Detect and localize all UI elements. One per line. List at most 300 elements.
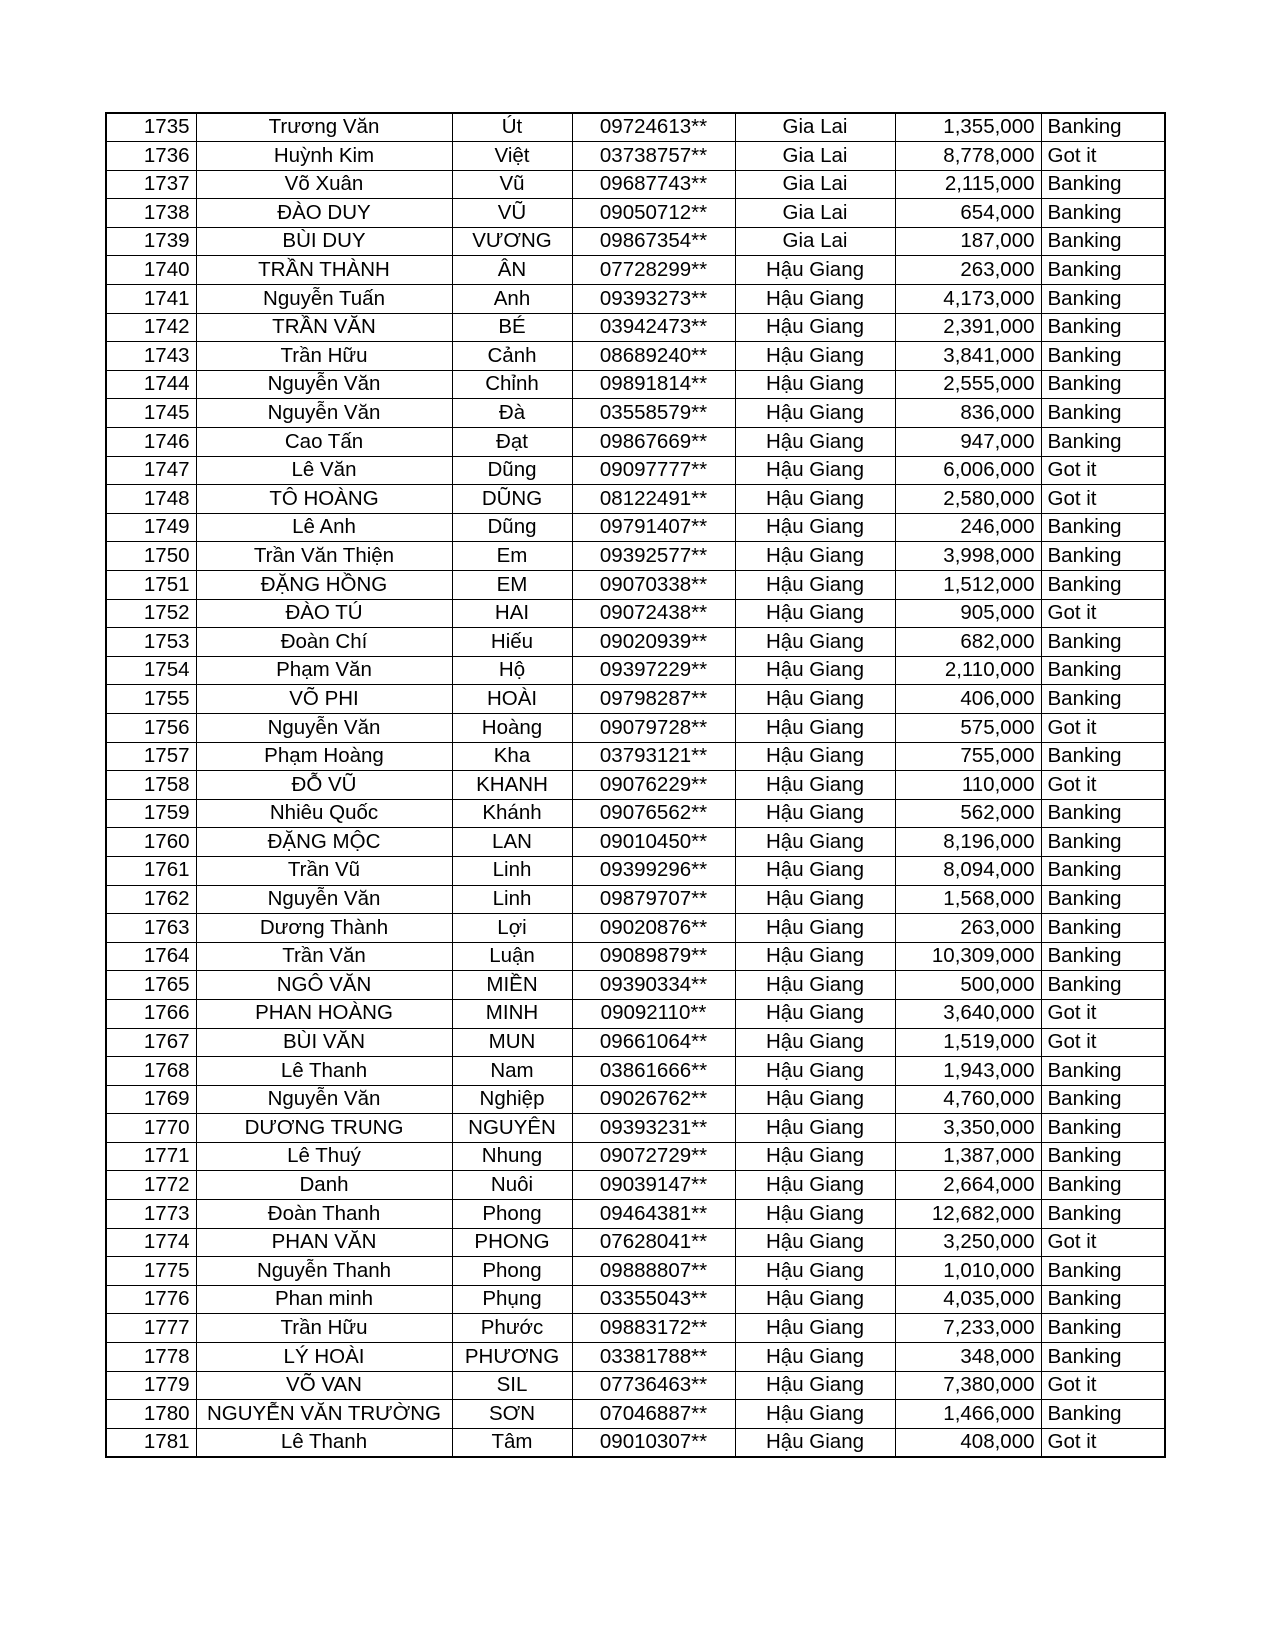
row-number-cell: 1771 (106, 1142, 196, 1171)
phone-number-cell: 09392577** (572, 542, 735, 571)
payment-method-cell: Banking (1041, 399, 1165, 428)
table-row (106, 799, 1165, 828)
last-middle-name-cell: TRẦN VĂN (196, 313, 452, 342)
amount-cell: 4,173,000 (895, 285, 1041, 314)
province-cell: Hậu Giang (735, 1343, 895, 1372)
payment-method-cell: Banking (1041, 542, 1165, 571)
phone-number-cell: 03793121** (572, 742, 735, 771)
table-row (106, 1400, 1165, 1429)
province-cell: Hậu Giang (735, 771, 895, 800)
amount-cell: 1,387,000 (895, 1142, 1041, 1171)
phone-number-cell: 09076562** (572, 799, 735, 828)
phone-number-cell: 09399296** (572, 856, 735, 885)
last-middle-name-cell: BÙI VĂN (196, 1028, 452, 1057)
amount-cell: 3,250,000 (895, 1228, 1041, 1257)
row-number-cell: 1762 (106, 885, 196, 914)
row-number-cell: 1777 (106, 1314, 196, 1343)
first-name-cell: Nghiệp (452, 1085, 572, 1114)
amount-cell: 6,006,000 (895, 456, 1041, 485)
amount-cell: 575,000 (895, 713, 1041, 742)
table-row (106, 1057, 1165, 1086)
first-name-cell: Dũng (452, 456, 572, 485)
payment-method-cell: Banking (1041, 1314, 1165, 1343)
amount-cell: 947,000 (895, 428, 1041, 457)
last-middle-name-cell: Trần Hữu (196, 1314, 452, 1343)
payment-method-cell: Banking (1041, 1085, 1165, 1114)
table-row (106, 113, 1165, 142)
row-number-cell: 1752 (106, 599, 196, 628)
row-number-cell: 1774 (106, 1228, 196, 1257)
row-number-cell: 1741 (106, 285, 196, 314)
first-name-cell: Nam (452, 1057, 572, 1086)
province-cell: Hậu Giang (735, 914, 895, 943)
first-name-cell: Phụng (452, 1285, 572, 1314)
table-row (106, 571, 1165, 600)
row-number-cell: 1757 (106, 742, 196, 771)
row-number-cell: 1756 (106, 713, 196, 742)
phone-number-cell: 08122491** (572, 485, 735, 514)
phone-number-cell: 09798287** (572, 685, 735, 714)
phone-number-cell: 09883172** (572, 1314, 735, 1343)
last-middle-name-cell: LÝ HOÀI (196, 1343, 452, 1372)
first-name-cell: NGUYÊN (452, 1114, 572, 1143)
province-cell: Gia Lai (735, 142, 895, 171)
table-row (106, 713, 1165, 742)
amount-cell: 1,010,000 (895, 1257, 1041, 1286)
row-number-cell: 1760 (106, 828, 196, 857)
amount-cell: 263,000 (895, 256, 1041, 285)
last-middle-name-cell: DƯƠNG TRUNG (196, 1114, 452, 1143)
amount-cell: 755,000 (895, 742, 1041, 771)
payment-method-cell: Banking (1041, 256, 1165, 285)
row-number-cell: 1740 (106, 256, 196, 285)
payment-method-cell: Banking (1041, 828, 1165, 857)
table-row (106, 685, 1165, 714)
payment-method-cell: Banking (1041, 685, 1165, 714)
phone-number-cell: 09050712** (572, 199, 735, 228)
first-name-cell: LAN (452, 828, 572, 857)
phone-number-cell: 09039147** (572, 1171, 735, 1200)
row-number-cell: 1775 (106, 1257, 196, 1286)
payment-method-cell: Got it (1041, 713, 1165, 742)
phone-number-cell: 09097777** (572, 456, 735, 485)
amount-cell: 7,380,000 (895, 1371, 1041, 1400)
payment-method-cell: Banking (1041, 370, 1165, 399)
first-name-cell: Hiếu (452, 628, 572, 657)
payment-method-cell: Banking (1041, 799, 1165, 828)
payment-method-cell: Banking (1041, 971, 1165, 1000)
row-number-cell: 1770 (106, 1114, 196, 1143)
amount-cell: 3,350,000 (895, 1114, 1041, 1143)
row-number-cell: 1763 (106, 914, 196, 943)
row-number-cell: 1746 (106, 428, 196, 457)
phone-number-cell: 07728299** (572, 256, 735, 285)
province-cell: Hậu Giang (735, 313, 895, 342)
last-middle-name-cell: ĐÀO TÚ (196, 599, 452, 628)
last-middle-name-cell: NGUYỄN VĂN TRƯỜNG (196, 1400, 452, 1429)
amount-cell: 836,000 (895, 399, 1041, 428)
amount-cell: 654,000 (895, 199, 1041, 228)
first-name-cell: Cảnh (452, 342, 572, 371)
first-name-cell: Dũng (452, 513, 572, 542)
first-name-cell: SƠN (452, 1400, 572, 1429)
amount-cell: 10,309,000 (895, 942, 1041, 971)
first-name-cell: Nhung (452, 1142, 572, 1171)
first-name-cell: Kha (452, 742, 572, 771)
row-number-cell: 1767 (106, 1028, 196, 1057)
amount-cell: 406,000 (895, 685, 1041, 714)
row-number-cell: 1764 (106, 942, 196, 971)
first-name-cell: Đà (452, 399, 572, 428)
last-middle-name-cell: ĐẶNG HỒNG (196, 571, 452, 600)
amount-cell: 2,664,000 (895, 1171, 1041, 1200)
table-row (106, 227, 1165, 256)
phone-number-cell: 09076229** (572, 771, 735, 800)
table-row (106, 656, 1165, 685)
last-middle-name-cell: Nguyễn Thanh (196, 1257, 452, 1286)
table-row (106, 428, 1165, 457)
last-middle-name-cell: Đoàn Thanh (196, 1200, 452, 1229)
phone-number-cell: 09891814** (572, 370, 735, 399)
table-row (106, 1200, 1165, 1229)
province-cell: Hậu Giang (735, 485, 895, 514)
first-name-cell: Đạt (452, 428, 572, 457)
last-middle-name-cell: Lê Thanh (196, 1057, 452, 1086)
last-middle-name-cell: ĐÀO DUY (196, 199, 452, 228)
last-middle-name-cell: Nhiêu Quốc (196, 799, 452, 828)
last-middle-name-cell: Cao Tấn (196, 428, 452, 457)
payment-method-cell: Banking (1041, 1285, 1165, 1314)
province-cell: Hậu Giang (735, 999, 895, 1028)
payment-method-cell: Banking (1041, 199, 1165, 228)
province-cell: Hậu Giang (735, 1114, 895, 1143)
first-name-cell: Khánh (452, 799, 572, 828)
table-row (106, 999, 1165, 1028)
phone-number-cell: 09397229** (572, 656, 735, 685)
province-cell: Hậu Giang (735, 399, 895, 428)
amount-cell: 3,841,000 (895, 342, 1041, 371)
table-row (106, 885, 1165, 914)
phone-number-cell: 03355043** (572, 1285, 735, 1314)
phone-number-cell: 09464381** (572, 1200, 735, 1229)
payment-method-cell: Banking (1041, 856, 1165, 885)
table-row (106, 370, 1165, 399)
phone-number-cell: 03381788** (572, 1343, 735, 1372)
amount-cell: 12,682,000 (895, 1200, 1041, 1229)
table-row (106, 1257, 1165, 1286)
amount-cell: 110,000 (895, 771, 1041, 800)
payment-method-cell: Banking (1041, 170, 1165, 199)
table-row (106, 1314, 1165, 1343)
row-number-cell: 1768 (106, 1057, 196, 1086)
last-middle-name-cell: VÕ PHI (196, 685, 452, 714)
last-middle-name-cell: Dương Thành (196, 914, 452, 943)
first-name-cell: Em (452, 542, 572, 571)
row-number-cell: 1745 (106, 399, 196, 428)
amount-cell: 408,000 (895, 1428, 1041, 1457)
first-name-cell: Hộ (452, 656, 572, 685)
amount-cell: 246,000 (895, 513, 1041, 542)
amount-cell: 1,512,000 (895, 571, 1041, 600)
first-name-cell: MUN (452, 1028, 572, 1057)
row-number-cell: 1737 (106, 170, 196, 199)
amount-cell: 8,196,000 (895, 828, 1041, 857)
amount-cell: 3,998,000 (895, 542, 1041, 571)
province-cell: Hậu Giang (735, 1257, 895, 1286)
first-name-cell: VŨ (452, 199, 572, 228)
payment-method-cell: Banking (1041, 342, 1165, 371)
phone-number-cell: 09010450** (572, 828, 735, 857)
first-name-cell: Việt (452, 142, 572, 171)
first-name-cell: BÉ (452, 313, 572, 342)
province-cell: Hậu Giang (735, 513, 895, 542)
row-number-cell: 1738 (106, 199, 196, 228)
phone-number-cell: 09724613** (572, 113, 735, 142)
amount-cell: 2,110,000 (895, 656, 1041, 685)
payment-method-cell: Banking (1041, 656, 1165, 685)
first-name-cell: Nuôi (452, 1171, 572, 1200)
row-number-cell: 1742 (106, 313, 196, 342)
row-number-cell: 1761 (106, 856, 196, 885)
table-row (106, 742, 1165, 771)
row-number-cell: 1773 (106, 1200, 196, 1229)
province-cell: Hậu Giang (735, 342, 895, 371)
phone-number-cell: 09089879** (572, 942, 735, 971)
row-number-cell: 1735 (106, 113, 196, 142)
row-number-cell: 1780 (106, 1400, 196, 1429)
first-name-cell: Lợi (452, 914, 572, 943)
row-number-cell: 1750 (106, 542, 196, 571)
row-number-cell: 1744 (106, 370, 196, 399)
row-number-cell: 1765 (106, 971, 196, 1000)
province-cell: Hậu Giang (735, 1285, 895, 1314)
phone-number-cell: 09070338** (572, 571, 735, 600)
payment-method-cell: Banking (1041, 113, 1165, 142)
payment-method-cell: Banking (1041, 942, 1165, 971)
first-name-cell: HAI (452, 599, 572, 628)
payment-method-cell: Got it (1041, 1028, 1165, 1057)
table-row (106, 628, 1165, 657)
province-cell: Hậu Giang (735, 656, 895, 685)
phone-number-cell: 09026762** (572, 1085, 735, 1114)
first-name-cell: Linh (452, 885, 572, 914)
payment-method-cell: Banking (1041, 1200, 1165, 1229)
amount-cell: 500,000 (895, 971, 1041, 1000)
amount-cell: 3,640,000 (895, 999, 1041, 1028)
payment-method-cell: Banking (1041, 1257, 1165, 1286)
first-name-cell: PHONG (452, 1228, 572, 1257)
row-number-cell: 1753 (106, 628, 196, 657)
amount-cell: 263,000 (895, 914, 1041, 943)
row-number-cell: 1754 (106, 656, 196, 685)
last-middle-name-cell: Trương Văn (196, 113, 452, 142)
last-middle-name-cell: ĐỖ VŨ (196, 771, 452, 800)
last-middle-name-cell: Phan minh (196, 1285, 452, 1314)
payment-method-cell: Got it (1041, 1371, 1165, 1400)
first-name-cell: Phong (452, 1257, 572, 1286)
table-row (106, 542, 1165, 571)
phone-number-cell: 09020876** (572, 914, 735, 943)
table-row (106, 142, 1165, 171)
first-name-cell: Linh (452, 856, 572, 885)
province-cell: Hậu Giang (735, 370, 895, 399)
province-cell: Hậu Giang (735, 599, 895, 628)
phone-number-cell: 09072438** (572, 599, 735, 628)
phone-number-cell: 09020939** (572, 628, 735, 657)
phone-number-cell: 09072729** (572, 1142, 735, 1171)
province-cell: Hậu Giang (735, 1228, 895, 1257)
province-cell: Hậu Giang (735, 1200, 895, 1229)
row-number-cell: 1751 (106, 571, 196, 600)
table-row (106, 828, 1165, 857)
payment-method-cell: Got it (1041, 599, 1165, 628)
province-cell: Hậu Giang (735, 856, 895, 885)
phone-number-cell: 09010307** (572, 1428, 735, 1457)
first-name-cell: Vũ (452, 170, 572, 199)
table-row (106, 1142, 1165, 1171)
amount-cell: 8,778,000 (895, 142, 1041, 171)
province-cell: Hậu Giang (735, 942, 895, 971)
first-name-cell: HOÀI (452, 685, 572, 714)
first-name-cell: VƯƠNG (452, 227, 572, 256)
payment-method-cell: Banking (1041, 571, 1165, 600)
payment-method-cell: Banking (1041, 1142, 1165, 1171)
row-number-cell: 1759 (106, 799, 196, 828)
payment-method-cell: Banking (1041, 742, 1165, 771)
last-middle-name-cell: Lê Văn (196, 456, 452, 485)
last-middle-name-cell: Danh (196, 1171, 452, 1200)
payment-method-cell: Banking (1041, 1400, 1165, 1429)
amount-cell: 348,000 (895, 1343, 1041, 1372)
payment-method-cell: Banking (1041, 1057, 1165, 1086)
phone-number-cell: 09393273** (572, 285, 735, 314)
province-cell: Hậu Giang (735, 1314, 895, 1343)
province-cell: Hậu Giang (735, 885, 895, 914)
last-middle-name-cell: TRẦN THÀNH (196, 256, 452, 285)
payment-method-cell: Banking (1041, 513, 1165, 542)
table-row (106, 285, 1165, 314)
phone-number-cell: 09879707** (572, 885, 735, 914)
table-row (106, 399, 1165, 428)
amount-cell: 2,115,000 (895, 170, 1041, 199)
first-name-cell: Phong (452, 1200, 572, 1229)
phone-number-cell: 09867354** (572, 227, 735, 256)
last-middle-name-cell: Huỳnh Kim (196, 142, 452, 171)
last-middle-name-cell: Trần Hữu (196, 342, 452, 371)
first-name-cell: PHƯƠNG (452, 1343, 572, 1372)
row-number-cell: 1769 (106, 1085, 196, 1114)
row-number-cell: 1755 (106, 685, 196, 714)
province-cell: Hậu Giang (735, 828, 895, 857)
first-name-cell: Tâm (452, 1428, 572, 1457)
table-row (106, 342, 1165, 371)
phone-number-cell: 09791407** (572, 513, 735, 542)
table-row (106, 1228, 1165, 1257)
phone-number-cell: 03942473** (572, 313, 735, 342)
table-row (106, 1285, 1165, 1314)
province-cell: Hậu Giang (735, 1400, 895, 1429)
last-middle-name-cell: PHAN VĂN (196, 1228, 452, 1257)
amount-cell: 187,000 (895, 227, 1041, 256)
province-cell: Hậu Giang (735, 1028, 895, 1057)
table-row (106, 170, 1165, 199)
payment-method-cell: Got it (1041, 1228, 1165, 1257)
row-number-cell: 1772 (106, 1171, 196, 1200)
payment-method-cell: Got it (1041, 1428, 1165, 1457)
amount-cell: 1,355,000 (895, 113, 1041, 142)
first-name-cell: Anh (452, 285, 572, 314)
first-name-cell: Út (452, 113, 572, 142)
province-cell: Hậu Giang (735, 256, 895, 285)
amount-cell: 2,580,000 (895, 485, 1041, 514)
phone-number-cell: 09687743** (572, 170, 735, 199)
last-middle-name-cell: Nguyễn Văn (196, 1085, 452, 1114)
table-row (106, 1085, 1165, 1114)
table-row (106, 1028, 1165, 1057)
province-cell: Hậu Giang (735, 1371, 895, 1400)
province-cell: Gia Lai (735, 199, 895, 228)
payment-method-cell: Banking (1041, 313, 1165, 342)
payment-method-cell: Got it (1041, 142, 1165, 171)
last-middle-name-cell: PHAN HOÀNG (196, 999, 452, 1028)
table-row (106, 199, 1165, 228)
row-number-cell: 1749 (106, 513, 196, 542)
row-number-cell: 1781 (106, 1428, 196, 1457)
table-row (106, 856, 1165, 885)
province-cell: Hậu Giang (735, 1142, 895, 1171)
table-row (106, 1114, 1165, 1143)
last-middle-name-cell: Phạm Hoàng (196, 742, 452, 771)
amount-cell: 7,233,000 (895, 1314, 1041, 1343)
row-number-cell: 1758 (106, 771, 196, 800)
amount-cell: 682,000 (895, 628, 1041, 657)
amount-cell: 1,519,000 (895, 1028, 1041, 1057)
first-name-cell: KHANH (452, 771, 572, 800)
province-cell: Hậu Giang (735, 742, 895, 771)
province-cell: Hậu Giang (735, 571, 895, 600)
table-row (106, 485, 1165, 514)
table-body (106, 113, 1165, 1457)
phone-number-cell: 03861666** (572, 1057, 735, 1086)
last-middle-name-cell: Nguyễn Tuấn (196, 285, 452, 314)
payment-method-cell: Banking (1041, 1343, 1165, 1372)
table-row (106, 914, 1165, 943)
amount-cell: 562,000 (895, 799, 1041, 828)
row-number-cell: 1748 (106, 485, 196, 514)
phone-number-cell: 09393231** (572, 1114, 735, 1143)
province-cell: Hậu Giang (735, 285, 895, 314)
phone-number-cell: 08689240** (572, 342, 735, 371)
table-row (106, 513, 1165, 542)
phone-number-cell: 09390334** (572, 971, 735, 1000)
last-middle-name-cell: Nguyễn Văn (196, 399, 452, 428)
phone-number-cell: 07628041** (572, 1228, 735, 1257)
amount-cell: 2,391,000 (895, 313, 1041, 342)
phone-number-cell: 09092110** (572, 999, 735, 1028)
amount-cell: 1,568,000 (895, 885, 1041, 914)
amount-cell: 4,760,000 (895, 1085, 1041, 1114)
payment-method-cell: Got it (1041, 456, 1165, 485)
phone-number-cell: 03558579** (572, 399, 735, 428)
amount-cell: 1,466,000 (895, 1400, 1041, 1429)
phone-number-cell: 07736463** (572, 1371, 735, 1400)
first-name-cell: Chỉnh (452, 370, 572, 399)
table-row (106, 313, 1165, 342)
table-row (106, 942, 1165, 971)
amount-cell: 2,555,000 (895, 370, 1041, 399)
payment-method-cell: Got it (1041, 485, 1165, 514)
row-number-cell: 1766 (106, 999, 196, 1028)
